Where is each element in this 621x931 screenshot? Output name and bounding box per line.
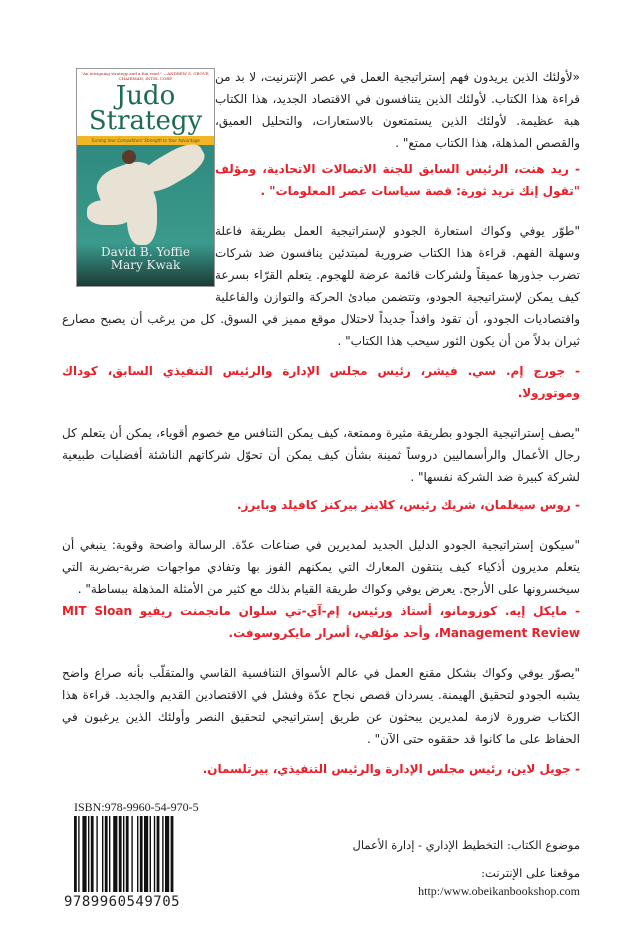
- review-3: [62, 422, 580, 516]
- barcode-digits: 9789960549705: [64, 894, 181, 910]
- review-attribution: - ريد هنت، الرئيس السابق للجنة الاتصالات الاتحادية، ومؤلف "تقول إنك تريد ثورة: قصة سياسات عصر المعلومات" .: [215, 162, 580, 198]
- cover-subtitle: Turning Your Competitors' Strength to Your Advantage: [77, 136, 214, 145]
- barcode-bar: [96, 816, 97, 892]
- review-attribution: - روس سيغلمان، شريك رئيس، كلاينر بيركنز كافيلد وبايرز.: [237, 498, 580, 512]
- barcode-bar: [82, 816, 86, 892]
- barcode-bar: [137, 816, 138, 892]
- website-label: موقعنا على الإنترنت:: [481, 866, 580, 880]
- barcode-bar: [140, 816, 143, 892]
- cover-title-line2: Strategy: [88, 106, 203, 136]
- barcode-bar: [119, 816, 122, 892]
- cover-title: [77, 81, 214, 136]
- barcode-bar: [165, 816, 169, 892]
- review-quote: "طوّر يوفي وكواك استعارة الجودو لإستراتيجية العمل بطريقة فاعلة وسهلة الفهم. قراءة هذا الكتاب ضرورية لمبتدئين ينافسون ضد شركات تضرب جذورها عميقاً ولشركات قائمة عرضة للهجوم. يتعلم القرّاء بسرعة كيف يمكن لإستراتيجية الجودو، وتتضمن مبادئ الحركة والتوازن والفاعلية واقتصاديات الجودو، أن تقود وافداً جديداً لاحتلال موقع مميز في السوق. كل من يرغب أن يصبح مصارع ثيران بدلاً من أن يكون الثور سيحب هذا الكتاب" .: [62, 224, 580, 348]
- barcode-bar: [88, 816, 89, 892]
- cover-author-2: Mary Kwak: [110, 258, 181, 272]
- barcode-bar: [105, 816, 108, 892]
- cover-quote: "An intriguing strategy and a fun read." —ANDREW S. GROVE, CHAIRMAN, INTEL CORP.: [81, 71, 210, 81]
- review-4: [62, 534, 580, 644]
- barcode-bar: [123, 816, 124, 892]
- review-quote: «لأولئك الذين يريدون فهم إستراتيجية العمل في عصر الإنترنيت، لا بد من قراءة هذا الكتاب. لأولئك الذين يتنافسون في الاقتصاد الجديد، هذا الكتاب هبة عظيمة. لأولئك الذين يستمتعون بالاستعارات، والتحليل العميق، والقصص المذهلة، هذا الكتاب ممتع" .: [215, 70, 580, 150]
- cover-author-1: David B. Yoffie: [101, 245, 190, 259]
- isbn-label: ISBN:978-9960-54-970-5: [74, 800, 199, 814]
- barcode-bar: [109, 816, 110, 892]
- review-attribution: - جورج إم. سي. فيشر، رئيس مجلس الإدارة والرئيس التنفيذي السابق، كوداك وموتورولا.: [62, 364, 580, 400]
- review-quote: "يصف إستراتيجية الجودو بطريقة مثيرة وممتعة، كيف يمكن التنافس مع خصوم أقوياء، يمكن أن يتعلم كل رجال الأعمال والرأسماليين دروساً ثمينة بشأن كيف يمكن أن تحوّل شركاتهم الناشئة أفضليات طبيعية لشركة كبيرة ضد الشركة نفسها" .: [62, 426, 580, 484]
- barcode-bar: [150, 816, 151, 892]
- barcode-bar: [91, 816, 94, 892]
- barcode-bar: [126, 816, 129, 892]
- book-cover-image: [76, 68, 215, 287]
- cover-authors: [77, 246, 214, 272]
- barcode-bar: [74, 816, 77, 892]
- back-cover: [62, 0, 580, 920]
- barcode-bar: [78, 816, 79, 892]
- footer: [62, 800, 580, 920]
- website-link[interactable]: http:/www.obeikanbookshop.com: [418, 884, 580, 898]
- barcode-bar: [113, 816, 117, 892]
- review-5: [62, 662, 580, 780]
- barcode-bar: [154, 816, 155, 892]
- cover-title-line1: Judo: [115, 81, 176, 111]
- review-quote: "يصوّر يوفي وكواك بشكل مقنع العمل في عالم الأسواق التنافسية القاسي والمتقلّب بأنه صراع واضح يشبه الجودو لتحقيق الهيمنة. يسردان قصص نجاح عدّة وفشل في الاقتصادين القديم والجديد. قراءة هذا الكتاب ضرورة لازمة لمديرين يبحثون عن طريق إستراتيجي لتحقيق النصر وأولئك الذين يرغبون في الحفاظ على ما كانوا قد حققوه حتى الآن" .: [62, 666, 580, 746]
- book-subject: موضوع الكتاب: التخطيط الإداري - إدارة الأعمال: [352, 838, 580, 852]
- review-attribution: - جويل لاين، رئيس مجلس الإدارة والرئيس التنفيذي، بيرتلسمان.: [202, 762, 580, 776]
- barcode-bar: [157, 816, 160, 892]
- review-quote: "سيكون إستراتيجية الجودو الدليل الجديد لمديرين في صناعات عدّة. الرسالة واضحة وقوية: ينبغي أن يتعلم مديرون أذكياء كيف ينتقون المعارك التي يمكنهم الفوز بها وتفادي مواجهات ضربة-بضربة التي سيخسرونها على الأرجح. يعرض يوفي وكواك طريقة القيام بذلك مع كثير من الأمثلة المذهلة ببساطة" .: [62, 538, 580, 596]
- barcode-bar: [162, 816, 163, 892]
- barcode-bar: [144, 816, 148, 892]
- barcode-bar: [102, 816, 103, 892]
- barcode-bar: [171, 816, 174, 892]
- barcode-image: [74, 816, 200, 892]
- review-attribution: - مايكل إيه. كوزومانو، أستاذ ورئيس، إم-آي-تي سلوان مانجمنت ريفيو MIT Sloan Management Review، وأحد مؤلفي، أسرار مايكروسوفت.: [62, 604, 580, 640]
- barcode-bar: [131, 816, 132, 892]
